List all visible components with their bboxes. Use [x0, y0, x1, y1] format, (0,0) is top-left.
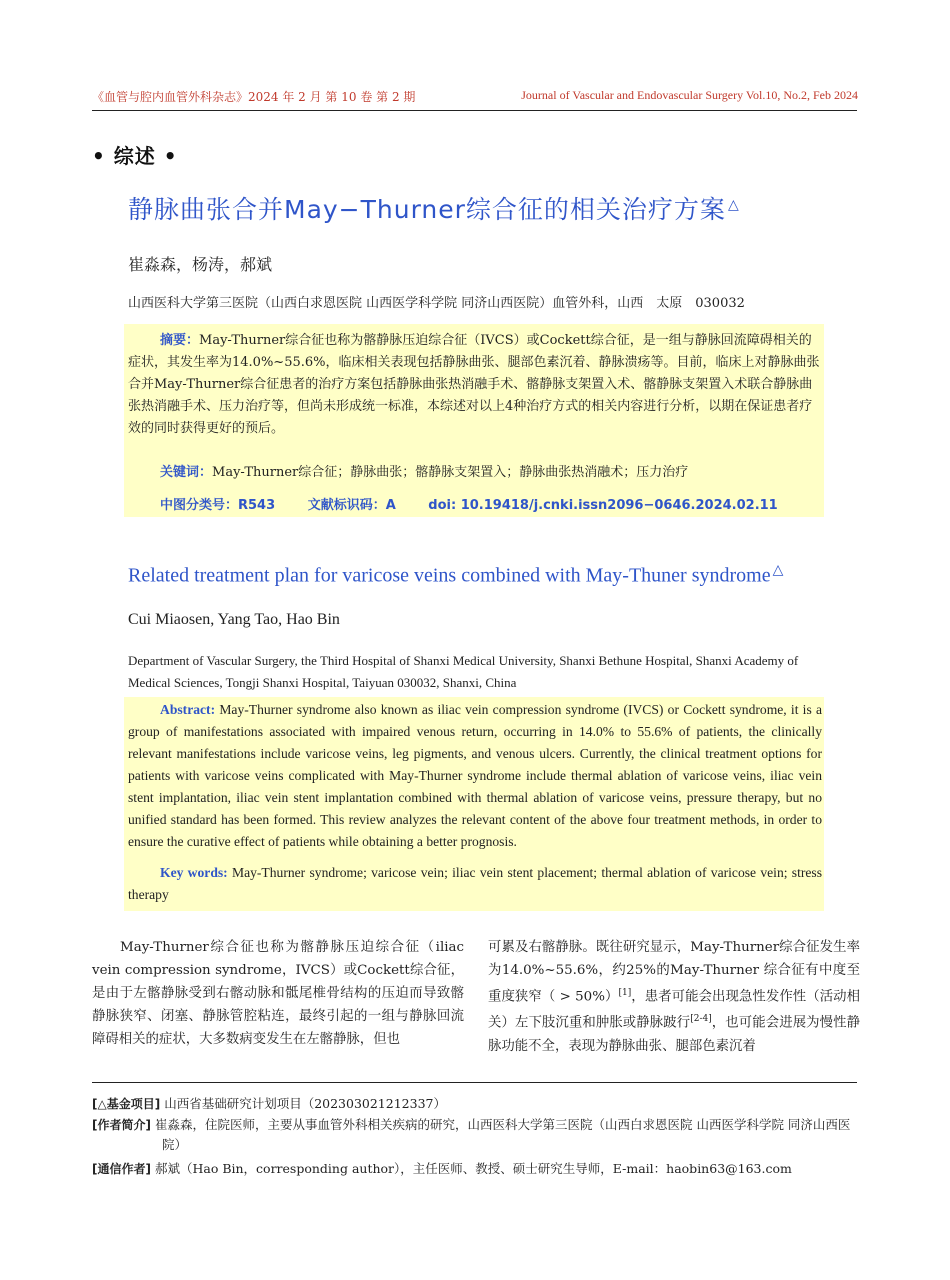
zh-title-text: 静脉曲张合并May−Thurner综合征的相关治疗方案: [128, 195, 726, 224]
corr-label: [通信作者]: [92, 1162, 151, 1176]
fund-text: 山西省基础研究计划项目（202303021212337）: [164, 1096, 446, 1111]
clc-number: 中图分类号：R543: [160, 498, 276, 513]
zh-classification: [160, 494, 806, 513]
en-keywords-label: Key words:: [160, 865, 228, 880]
zh-abstract-text: May-Thurner综合征也称为髂静脉压迫综合征（IVCS）或Cockett综合征，是一组与静脉回流障碍相关的症状，其发生率为14.0%~55.6%，临床相关表现包括静脉曲张、腿部色素沉着、静脉溃疡等。目前，临床上对静脉曲张合并May-Thurner综合征患者的治疗方案包括静脉曲张热消融手术、髂静脉支架置入术、髂静脉支架置入术联合静脉曲张热消融手术、压力治疗等，但尚未形成统一标准，本综述对以上4种治疗方式的相关内容进行分析，以期在保证患者疗效的同时获得更好的预后。: [128, 333, 820, 436]
en-title-mark: △: [772, 563, 784, 578]
zh-keywords: [160, 461, 688, 480]
en-authors: Cui Miaosen, Yang Tao, Hao Bin: [128, 611, 340, 628]
doi: doi: 10.19418/j.cnki.issn2096−0646.2024.02.11: [428, 498, 778, 513]
zh-keywords-label: 关键词：: [160, 465, 213, 480]
journal-header-zh: 《血管与腔内血管外科杂志》2024 年 2 月 第 10 卷 第 2 期: [92, 90, 416, 104]
en-title-text: Related treatment plan for varicose veins combined with May-Thuner syndrome: [128, 564, 771, 587]
author-text: 崔淼森，住院医师，主要从事血管外科相关疾病的研究，山西医科大学第三医院（山西白求恩医院 山西医学科学院 同济山西医院）: [154, 1117, 851, 1152]
footnote-fund: [92, 1094, 857, 1114]
en-abstract-text: May-Thurner syndrome also known as iliac vein compression syndrome (IVCS) or Cockett syndrome, it is a group of manifestations associated with impaired venous return, occurring in 14.0% to 55.6% of patients, the clinically relevant manifestations include varicose veins, leg pigments, and venous ulcers. Currently, the clinical treatment options for patients with varicose veins complicated with May-Thurner syndrome include thermal ablation of varicose veins, iliac vein stent implantation, iliac vein stent implantation combined with thermal ablation of varicose veins, pressure therapy, but no unified standard has been formed. This review analyzes the relevant content of the above four treatment methods, in order to ensure the curative effect of patients while obtaining a better prognosis.: [128, 702, 822, 849]
footnote-corresponding: [92, 1159, 857, 1179]
en-abstract-label: Abstract:: [160, 702, 216, 717]
footnote-rule: [92, 1082, 857, 1083]
header-rule: [92, 110, 857, 111]
body-right-part-b: ，患者可能会出现急性发作性（活动相关）左下肢沉重和肿胀或静脉跛行: [488, 989, 860, 1031]
footnote-author: [92, 1115, 857, 1155]
body-column-left: May-Thurner综合征也称为髂静脉压迫综合征（iliac vein compression syndrome，IVCS）或Cockett综合征，是由于左髂静脉受到右髂动脉和骶尾椎骨结构的压迫而导致髂静脉狭窄、闭塞、静脉管腔粘连，最终引起的一组与静脉回流障碍相关的症状，大多数病变发生在左髂静脉，但也: [92, 940, 464, 1047]
zh-title: [128, 190, 740, 226]
document-code: 文献标识码：A: [307, 498, 396, 513]
citation-1[interactable]: [1]: [618, 988, 632, 998]
section-tag: • 综述 •: [92, 144, 178, 168]
en-keywords: [128, 862, 822, 906]
fund-label: [△基金项目]: [92, 1097, 161, 1111]
zh-title-mark: △: [727, 196, 740, 213]
journal-header-en: Journal of Vascular and Endovascular Surgery Vol.10, No.2, Feb 2024: [521, 88, 858, 102]
zh-abstract-label: 摘要：: [160, 333, 200, 348]
body-right-part-c: ，也可能会进展为慢性静脉功能不全，表现为静脉曲张、腿部色素沉着: [488, 1015, 860, 1054]
en-title: [128, 562, 783, 588]
en-keywords-text: May-Thurner syndrome; varicose vein; iliac vein stent placement; thermal ablation of varicose vein; stress therapy: [128, 865, 822, 902]
zh-keywords-text: May-Thurner综合征；静脉曲张；髂静脉支架置入；静脉曲张热消融术；压力治疗: [212, 465, 689, 480]
zh-authors: 崔淼森，杨涛，郝斌: [128, 255, 273, 274]
zh-affiliation: 山西医科大学第三医院（山西白求恩医院 山西医学科学院 同济山西医院）血管外科，山西 太原 030032: [128, 296, 745, 311]
body-right-part-a: 可累及右髂静脉。既往研究显示，May-Thurner综合征发生率为14.0%~55.6%，约25%的May-Thurner 综合征有中度至重度狭窄（ > 50%）: [488, 940, 860, 1005]
en-abstract: [128, 699, 822, 853]
en-affiliation: Department of Vascular Surgery, the Third Hospital of Shanxi Medical University, Shanxi Bethune Hospital, Shanxi Academy of Medical Sciences, Tongji Shanxi Hospital, Taiyuan 030032, Shanxi, China: [128, 653, 799, 690]
citation-2-4[interactable]: [2-4]: [690, 1014, 712, 1025]
author-label: [作者简介]: [92, 1118, 151, 1132]
corr-text: 郝斌（Hao Bin，corresponding author），主任医师、教授、硕士研究生导师，E-mail：haobin63@163.com: [154, 1161, 792, 1176]
zh-abstract: [128, 330, 822, 440]
body-column-right: [488, 936, 860, 1058]
